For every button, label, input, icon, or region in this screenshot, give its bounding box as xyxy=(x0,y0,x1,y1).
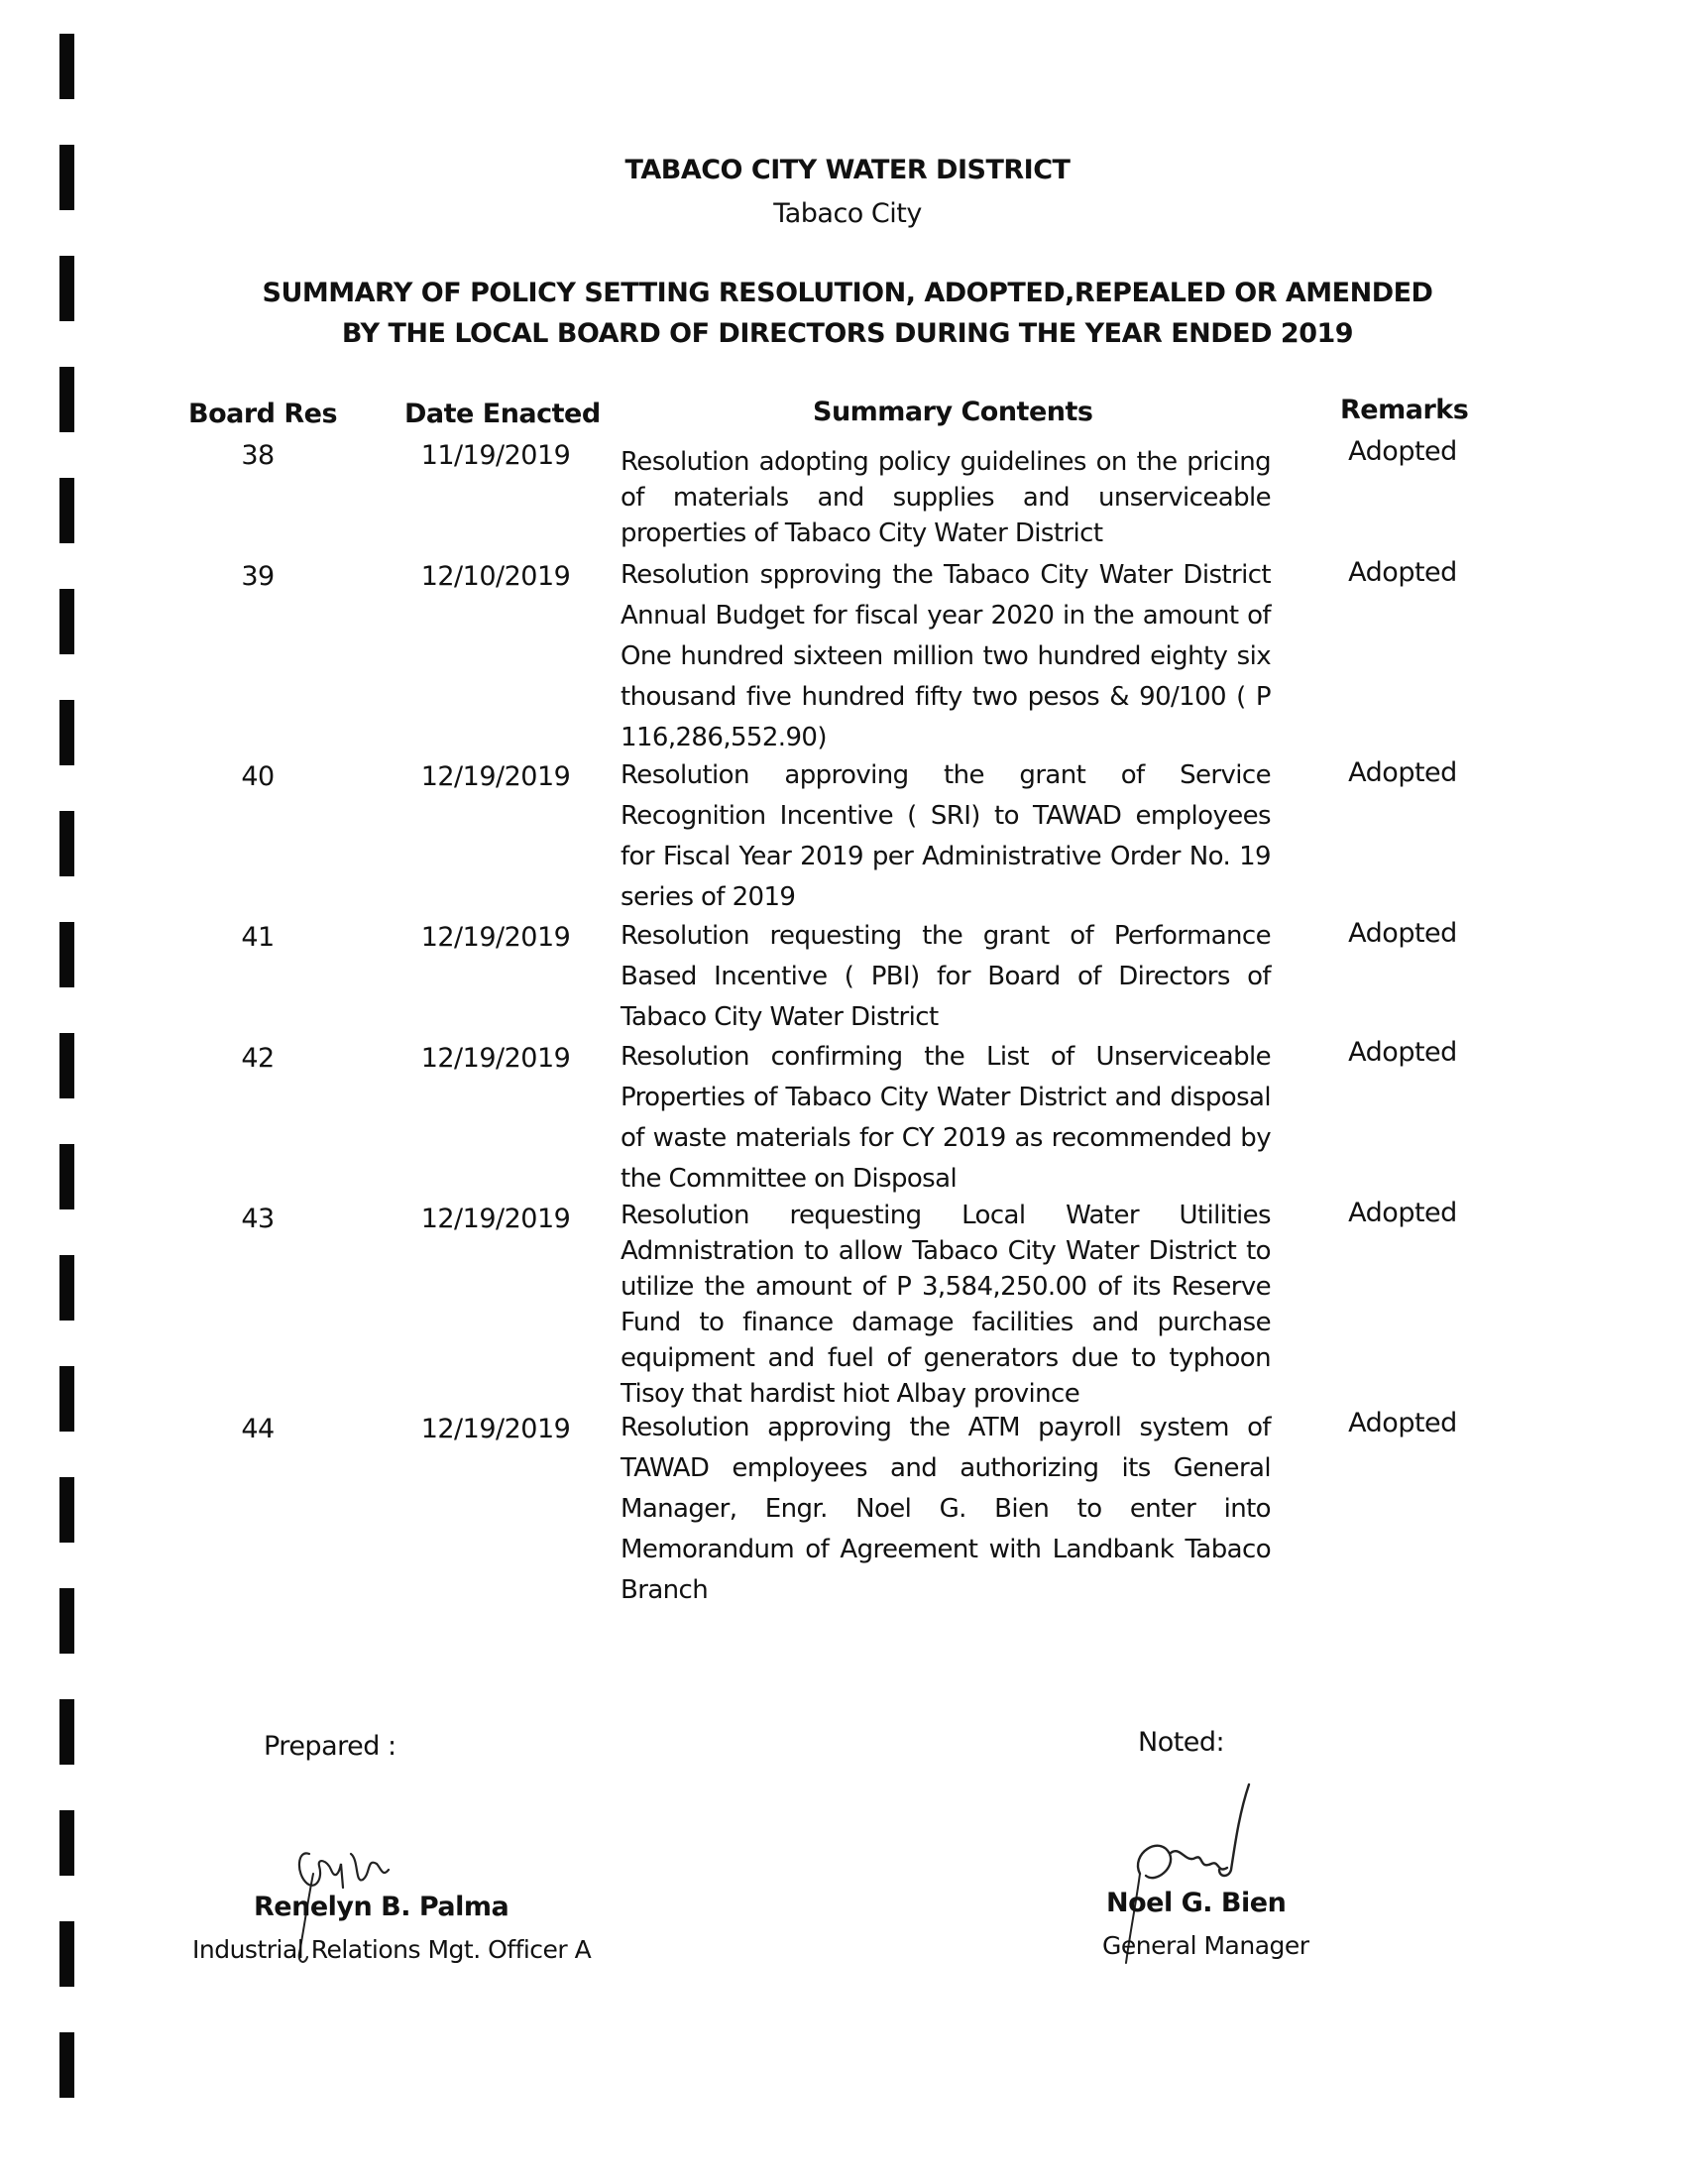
prepared-by-name: Renelyn B. Palma xyxy=(254,1892,509,1922)
scan-mark xyxy=(59,589,74,654)
date-enacted: 11/19/2019 xyxy=(420,440,571,471)
summary-contents: Resolution approving the ATM payroll system of TAWAD employees and authorizing its General Manager, Engr. Noel G. Bien to enter into Memorandum of Agreement with Landbank Tabaco Branch xyxy=(621,1413,1271,1605)
board-res-number: 38 xyxy=(241,440,275,471)
board-res-number: 42 xyxy=(241,1043,275,1074)
remark: Adopted xyxy=(1348,918,1457,949)
date-enacted: 12/19/2019 xyxy=(420,761,571,792)
prepared-by-position: Industrial Relations Mgt. Officer A xyxy=(192,1935,592,1964)
document-title-line-1: SUMMARY OF POLICY SETTING RESOLUTION, ADOPTED,REPEALED OR AMENDED xyxy=(262,278,1433,308)
noted-by-position: General Manager xyxy=(1102,1931,1309,1960)
scan-mark xyxy=(59,1255,74,1321)
remark: Adopted xyxy=(1348,1408,1457,1438)
scan-mark xyxy=(59,1033,74,1098)
remark: Adopted xyxy=(1348,436,1457,467)
scan-mark xyxy=(59,1921,74,1987)
organization-city: Tabaco City xyxy=(773,198,922,229)
board-res-number: 44 xyxy=(241,1414,275,1444)
date-enacted: 12/19/2019 xyxy=(420,1204,571,1234)
organization-name: TABACO CITY WATER DISTRICT xyxy=(624,155,1071,185)
board-res-number: 41 xyxy=(241,922,275,953)
scan-mark xyxy=(59,1144,74,1209)
remark: Adopted xyxy=(1348,557,1457,588)
scan-mark xyxy=(59,367,74,432)
column-header-date-enacted: Date Enacted xyxy=(404,399,601,429)
remark: Adopted xyxy=(1348,757,1457,788)
board-res-number: 40 xyxy=(241,761,275,792)
scan-mark xyxy=(59,478,74,543)
scan-mark xyxy=(59,34,74,99)
date-enacted: 12/19/2019 xyxy=(420,1414,571,1444)
date-enacted: 12/19/2019 xyxy=(420,1043,571,1074)
date-enacted: 12/19/2019 xyxy=(420,922,571,953)
scan-mark xyxy=(59,1366,74,1432)
date-enacted: 12/10/2019 xyxy=(420,561,571,592)
noted-label: Noted: xyxy=(1138,1727,1225,1758)
scan-mark xyxy=(59,1810,74,1876)
scan-mark xyxy=(59,1699,74,1765)
scan-mark xyxy=(59,1588,74,1654)
summary-contents: Resolution approving the grant of Service Recognition Incentive ( SRI) to TAWAD employees for Fiscal Year 2019 per Administrative Order No. 19 series of 2019 xyxy=(621,760,1271,912)
summary-contents: Resolution requesting Local Water Utilities Admnistration to allow Tabaco City Water District to utilize the amount of P 3,584,250.00 of its Reserve Fund to finance damage facilities and purchase equipment and fuel of generators due to typhoon Tisoy that hardist hiot Albay province xyxy=(621,1201,1271,1409)
noted-by-name: Noel G. Bien xyxy=(1106,1888,1287,1918)
document-title-line-2: BY THE LOCAL BOARD OF DIRECTORS DURING THE YEAR ENDED 2019 xyxy=(341,318,1354,349)
column-header-summary-contents: Summary Contents xyxy=(813,397,1093,427)
remark: Adopted xyxy=(1348,1037,1457,1068)
scan-mark xyxy=(59,1477,74,1543)
scan-mark xyxy=(59,922,74,987)
remark: Adopted xyxy=(1348,1198,1457,1228)
column-header-board-res: Board Res xyxy=(188,399,338,429)
scan-mark xyxy=(59,700,74,765)
scan-mark xyxy=(59,2032,74,2098)
summary-contents: Resolution requesting the grant of Performance Based Incentive ( PBI) for Board of Directors of Tabaco City Water District xyxy=(621,921,1271,1032)
scan-mark xyxy=(59,811,74,876)
board-res-number: 43 xyxy=(241,1204,275,1234)
summary-contents: Resolution confirming the List of Unserviceable Properties of Tabaco City Water District and disposal of waste materials for CY 2019 as recommended by the Committee on Disposal xyxy=(621,1042,1271,1194)
summary-contents: Resolution spproving the Tabaco City Water District Annual Budget for fiscal year 2020 in the amount of One hundred sixteen million two hundred eighty six thousand five hundred fifty two pesos & 90/100 ( P 116,286,552.90) xyxy=(621,560,1271,752)
summary-contents: Resolution adopting policy guidelines on the pricing of materials and supplies and unserviceable properties of Tabaco City Water District xyxy=(621,447,1271,548)
prepared-label: Prepared : xyxy=(264,1731,396,1762)
board-res-number: 39 xyxy=(241,561,275,592)
column-header-remarks: Remarks xyxy=(1340,395,1469,425)
